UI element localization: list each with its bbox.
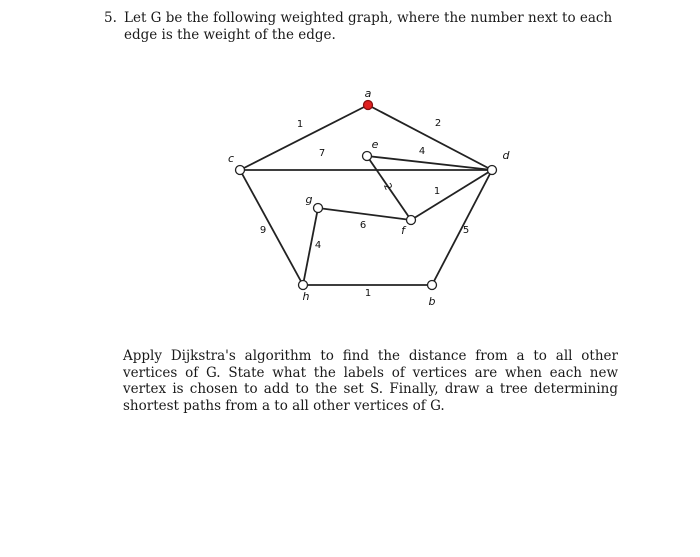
weight-label-b-d: 5 [462, 225, 470, 236]
vertex-g [314, 204, 323, 213]
weight-label-g-h: 4 [314, 240, 322, 251]
edge-a-d [368, 105, 492, 170]
edge-g-f [318, 208, 411, 220]
vertex-f [407, 216, 416, 225]
vertex-c [236, 166, 245, 175]
vertex-label-a: a [364, 87, 372, 100]
vertex-d [488, 166, 497, 175]
edge-a-c [240, 105, 368, 170]
weight-label-c-h: 9 [259, 225, 267, 236]
vertex-label-b: b [428, 295, 436, 308]
vertex-label-c: c [227, 152, 235, 165]
weight-label-f-d: 1 [433, 186, 441, 197]
problem-number: 5. [104, 10, 117, 26]
vertex-label-f: f [401, 224, 405, 237]
weight-label-e-d: 4 [418, 146, 426, 157]
vertex-label-d: d [502, 149, 510, 162]
vertex-label-h: h [302, 290, 310, 303]
vertex-label-g: g [305, 193, 313, 206]
problem-statement: Let G be the following weighted graph, where the number next to each edge is the weight of the edge. [124, 10, 613, 43]
weight-label-g-f: 6 [359, 220, 367, 231]
weight-label-h-b: 1 [364, 288, 372, 299]
weight-label-a-d: 2 [434, 118, 442, 129]
graph-edges [240, 105, 492, 285]
graph-vertices [236, 101, 497, 290]
vertex-h [299, 281, 308, 290]
vertex-a [364, 101, 373, 110]
weight-label-e-f: 2 [380, 181, 394, 193]
weight-label-a-c: 1 [296, 119, 304, 130]
vertex-label-e: e [371, 138, 379, 151]
edge-c-h [240, 170, 303, 285]
weight-label-c-d: 7 [318, 148, 326, 159]
graph-labels [228, 87, 511, 308]
vertex-b [428, 281, 437, 290]
edge-e-d [367, 156, 492, 170]
instructions-text: Apply Dijkstra's algorithm to find the distance from a to all other vertices of G. State what the labels of vertices are when each new vertex is chosen to add to the set S. Finally, draw a tree determining shortest paths from a to all other vertices of G. [123, 348, 618, 414]
vertex-e [363, 152, 372, 161]
